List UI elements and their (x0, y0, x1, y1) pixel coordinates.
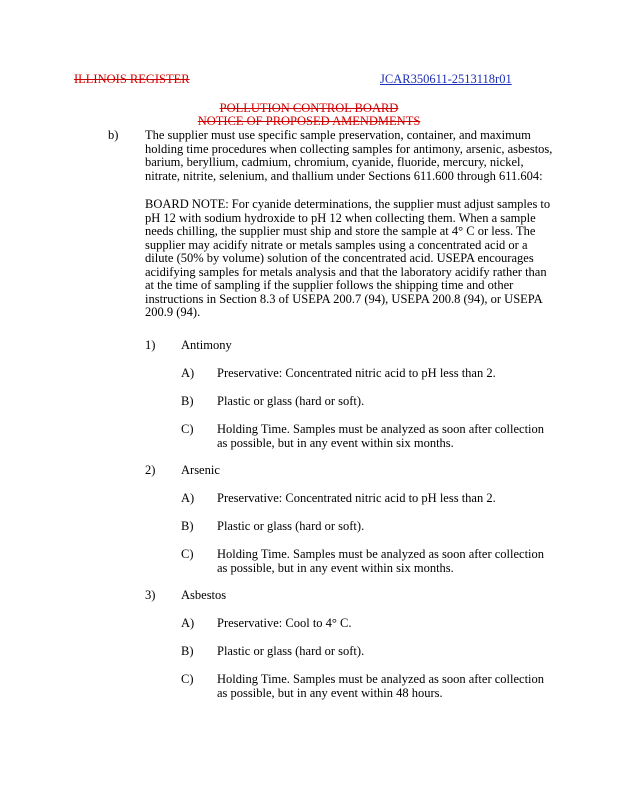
container-text: Plastic or glass (hard or soft). (217, 644, 365, 658)
holding-time-text: as possible, but in any event within 48 hours. (217, 685, 443, 700)
holding-time-text: as possible, but in any event within six months. (217, 435, 454, 450)
sub-letter: C) (181, 672, 194, 686)
board-note-line: 200.9 (94). (145, 305, 201, 319)
item-number: 2) (145, 463, 156, 477)
section-b-line: The supplier must use specific sample preservation, container, and maximum (145, 128, 531, 142)
sub-letter: B) (181, 394, 194, 408)
board-note-line: at the time of sampling if the supplier follows the shipping time and other (145, 278, 514, 292)
notice-title: NOTICE OF PROPOSED AMENDMENTS (197, 114, 421, 128)
section-b-marker: b) (108, 128, 119, 142)
item-number: 1) (145, 338, 156, 352)
jcar-code-link[interactable]: JCAR350611-2513118r01 (380, 72, 512, 86)
item-name-asbestos: Asbestos (181, 588, 227, 602)
holding-time-text: Holding Time. Samples must be analyzed as soon after collection (217, 422, 545, 436)
sub-letter: B) (181, 644, 194, 658)
preservative-text: Preservative: Cool to 4° C. (217, 616, 352, 630)
holding-time-text: Holding Time. Samples must be analyzed as soon after collection (217, 672, 545, 686)
item-name-antimony: Antimony (181, 338, 232, 352)
board-note-line: supplier may acidify nitrate or metals samples using a concentrated acid or a (145, 237, 528, 252)
agency-title: POLLUTION CONTROL BOARD (219, 101, 399, 115)
holding-time-text: as possible, but in any event within six months. (217, 560, 454, 575)
sub-letter: A) (181, 616, 195, 630)
board-note-line: needs chilling, the supplier must ship and store the sample at 4° C or less. The (145, 224, 536, 238)
sub-letter: C) (181, 547, 194, 561)
section-b-line: nitrate, nitrite, selenium, and thallium under Sections 611.600 through 611.604: (145, 168, 543, 183)
section-b-line: holding time procedures when collecting samples for antimony, arsenic, asbestos, (145, 141, 553, 156)
container-text: Plastic or glass (hard or soft). (217, 394, 365, 408)
item-number: 3) (145, 588, 156, 602)
board-note-line: instructions in Section 8.3 of USEPA 200.7 (94), USEPA 200.8 (94), or USEPA (145, 291, 543, 306)
sub-letter: A) (181, 366, 195, 380)
sub-letter: C) (181, 422, 194, 436)
board-note-line: acidifying samples for metals analysis and that the laboratory acidify rather than (145, 264, 547, 279)
preservative-text: Preservative: Concentrated nitric acid to pH less than 2. (217, 491, 496, 505)
sub-letter: A) (181, 491, 195, 505)
container-text: Plastic or glass (hard or soft). (217, 519, 365, 533)
board-note-line: pH 12 with sodium hydroxide to pH 12 when collecting them. When a sample (145, 210, 536, 225)
board-note-line: dilute (50% by volume) solution of the concentrated acid. USEPA encourages (145, 251, 534, 265)
sub-letter: B) (181, 519, 194, 533)
item-name-arsenic: Arsenic (181, 463, 220, 477)
register-header: ILLINOIS REGISTER (74, 72, 190, 86)
holding-time-text: Holding Time. Samples must be analyzed as soon after collection (217, 547, 545, 561)
board-note-line: BOARD NOTE: For cyanide determinations, the supplier must adjust samples to (145, 197, 551, 211)
section-b-line: barium, beryllium, cadmium, chromium, cyanide, fluoride, mercury, nickel, (145, 155, 524, 169)
preservative-text: Preservative: Concentrated nitric acid to pH less than 2. (217, 366, 496, 380)
